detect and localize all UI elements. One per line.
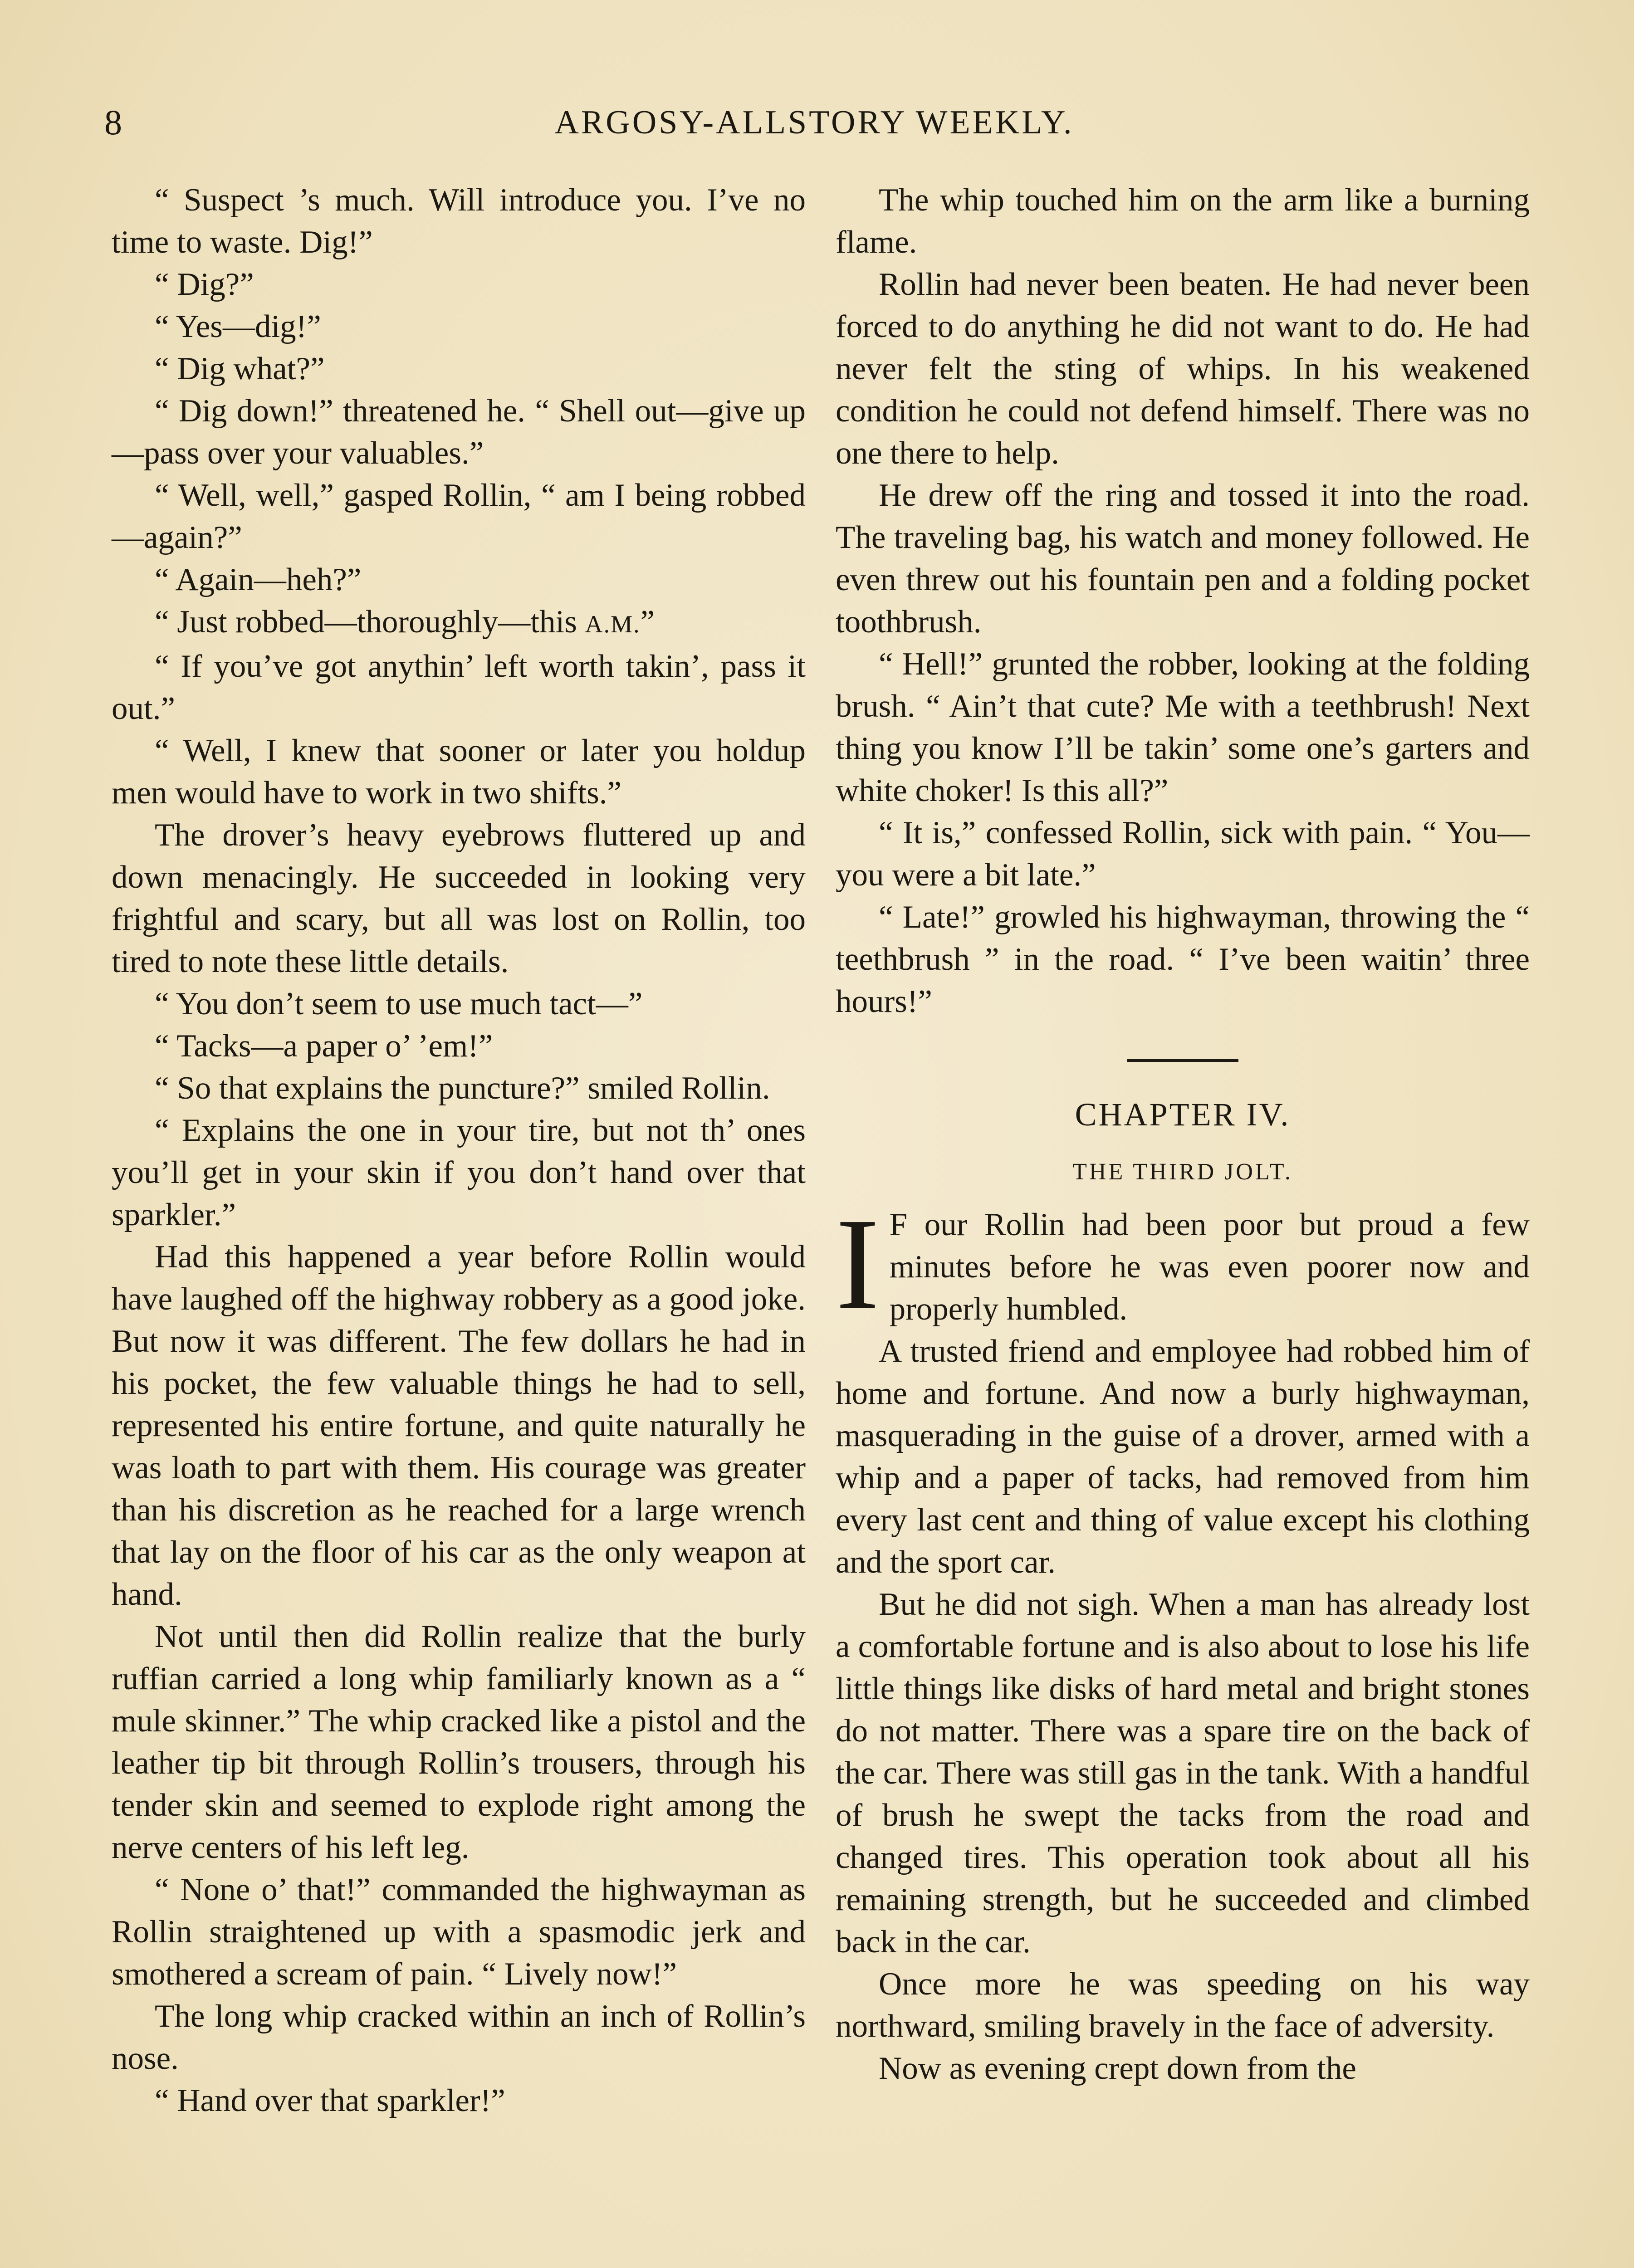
paragraph <box>112 601 806 645</box>
paragraph-text: “ Just robbed—thoroughly—this <box>155 604 585 640</box>
paragraph: Rollin had never been beaten. He had never been forced to do anything he did not want to do. He had never felt the sting of whips. In his weakened condition he could not defend himself. There was no one there to help. <box>836 267 1530 471</box>
paragraph: “ Tacks—a paper o’ ’em!” <box>155 1028 493 1064</box>
chapter-title: CHAPTER IV. <box>1075 1096 1291 1133</box>
paragraph: “ It is,” confessed Rollin, sick with pain. “ You—you were a bit late.” <box>836 815 1530 893</box>
paragraph: Had this happened a year before Rollin would have laughed off the highway robbery as a good joke. But now it was different. The few dollars he had in his pocket, the few valuable things he had to sell, represented his entire fortune, and quite naturally he was loath to part with them. His courage was greater than his discretion as he reached for a large wrench that lay on the floor of his car as the only weapon at hand. <box>112 1239 806 1612</box>
paragraph: “ Dig what?” <box>155 351 325 386</box>
page-header <box>104 98 1524 147</box>
left-column <box>112 179 806 2122</box>
paragraph: “ Dig?” <box>155 267 254 302</box>
paragraph: The long whip cracked within an inch of Rollin’s nose. <box>112 1999 806 2076</box>
paragraph: But he did not sigh. When a man has already lost a comfortable fortune and is also about to lose his life little things like disks of hard metal and bright stones do not matter. There was a spare tire on the back of the car. There was still gas in the tank. With a handful of brush he swept the tacks from the road and changed tires. This operation took about all his remaining strength, but he succeeded and climbed back in the car. <box>836 1587 1530 1960</box>
paragraph: “ Well, well,” gasped Rollin, “ am I being robbed—again?” <box>112 478 806 555</box>
paragraph: “ None o’ that!” commanded the highwayman as Rollin straightened up with a spasmodic jerk and smothered a scream of pain. “ Lively now!” <box>112 1872 806 1992</box>
chapter-subtitle: THE THIRD JOLT. <box>1072 1159 1293 1185</box>
paragraph: “ Hand over that sparkler!” <box>155 2083 505 2118</box>
paragraph: “ So that explains the puncture?” smiled Rollin. <box>155 1070 770 1106</box>
paragraph: The whip touched him on the arm like a burning flame. <box>836 182 1530 260</box>
closing-quote: ” <box>640 604 655 640</box>
paragraph-text: F our Rollin had been poor but proud a few minutes before he was even poorer now and properly humbled. <box>889 1207 1530 1327</box>
am-smallcaps: A.M. <box>585 611 641 638</box>
paragraph: Once more he was speeding on his way northward, smiling bravely in the face of adversity. <box>836 1966 1530 2044</box>
paragraph: “ Hell!” grunted the robber, looking at the folding brush. “ Ain’t that cute? Me with a teethbrush! Next thing you know I’ll be takin’ some one’s garters and white choker! Is this all?” <box>836 646 1530 808</box>
drop-cap: I <box>836 1191 880 1337</box>
running-head: ARGOSY-ALLSTORY WEEKLY. <box>554 104 1074 141</box>
paragraph: “ Yes—dig!” <box>155 309 321 344</box>
right-column <box>836 179 1530 2090</box>
paragraph: “ Late!” growled his highwayman, throwing the “ teethbrush ” in the road. “ I’ve been waitin’ three hours!” <box>836 899 1530 1019</box>
page-number: 8 <box>104 103 122 142</box>
paragraph: “ Dig down!” threatened he. “ Shell out—give up—pass over your valuables.” <box>112 393 806 471</box>
section-divider <box>1127 1059 1238 1062</box>
paragraph: “ Well, I knew that sooner or later you holdup men would have to work in two shifts.” <box>112 733 806 811</box>
paragraph: “ Explains the one in your tire, but not th’ ones you’ll get in your skin if you don’t hand over that sparkler.” <box>112 1113 806 1232</box>
paragraph: A trusted friend and employee had robbed him of home and fortune. And now a burly highwayman, masquerading in the guise of a drover, armed with a whip and a paper of tacks, had removed from him every last cent and thing of value except his clothing and the sport car. <box>836 1334 1530 1580</box>
paragraph: “ Again—heh?” <box>155 562 362 597</box>
paragraph: Now as evening crept down from the <box>879 2051 1356 2086</box>
paragraph: “ Suspect ’s much. Will introduce you. I’ve no time to waste. Dig!” <box>112 182 806 260</box>
paragraph: The drover’s heavy eyebrows fluttered up and down menacingly. He succeeded in looking very frightful and scary, but all was lost on Rollin, too tired to note these little details. <box>112 817 806 979</box>
paragraph: “ If you’ve got anythin’ left worth takin’, pass it out.” <box>112 649 806 726</box>
paragraph: He drew off the ring and tossed it into the road. The traveling bag, his watch and money followed. He even threw out his fountain pen and a folding pocket toothbrush. <box>836 478 1530 640</box>
paragraph: “ You don’t seem to use much tact—” <box>155 986 643 1022</box>
paragraph: Not until then did Rollin realize that the burly ruffian carried a long whip familiarly known as a “ mule skinner.” The whip cracked like a pistol and the leather tip bit through Rollin’s trousers, through his tender skin and seemed to explode right among the nerve centers of his left leg. <box>112 1619 806 1865</box>
chapter-opening-paragraph <box>836 1191 1530 1337</box>
